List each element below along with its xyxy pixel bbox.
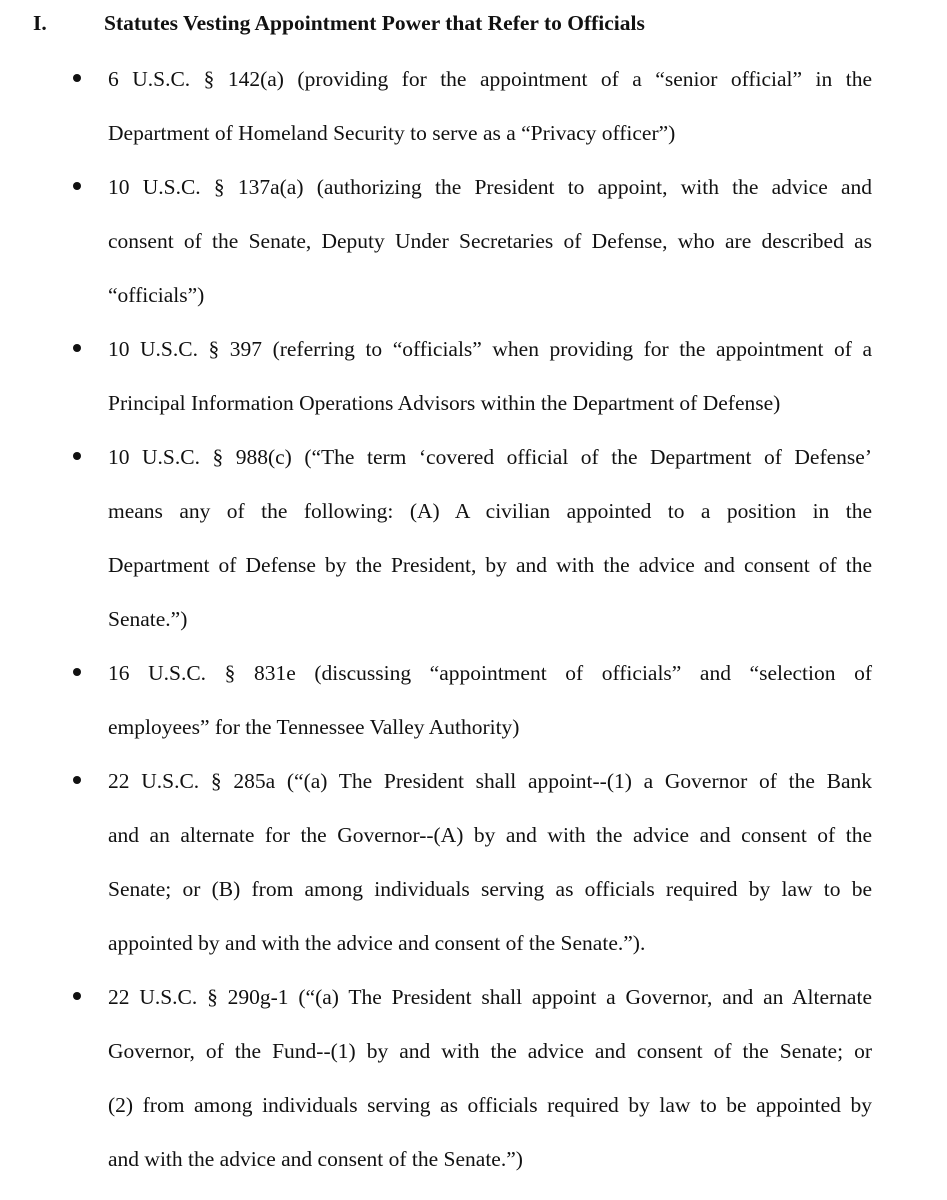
list-item (0, 970, 947, 1186)
bullet-icon (73, 344, 81, 352)
statute-citation (108, 754, 872, 970)
bullet-icon (73, 182, 81, 190)
section-heading (0, 8, 947, 38)
statute-citation (108, 160, 872, 322)
citation-line: 22 U.S.C. § 285a (“(a) The President shall appoint--(1) a Governor of the Bank (108, 769, 872, 793)
statute-citation (108, 430, 872, 646)
citation-line: 10 U.S.C. § 137a(a) (authorizing the President to appoint, with the advice and (108, 175, 872, 199)
section-number: I. (33, 11, 47, 35)
citation-line: 10 U.S.C. § 397 (referring to “officials” when providing for the appointment of a (108, 337, 872, 361)
bullet-icon (73, 992, 81, 1000)
bullet-icon (73, 668, 81, 676)
citation-line: (2) from among individuals serving as officials required by law to be appointed by (108, 1093, 872, 1117)
citation-line: 6 U.S.C. § 142(a) (providing for the appointment of a “senior official” in the (108, 67, 872, 91)
citation-line: Department of Homeland Security to serve as a “Privacy officer”) (108, 121, 676, 145)
statute-list (0, 52, 947, 1186)
section-title: Statutes Vesting Appointment Power that Refer to Officials (104, 11, 645, 35)
citation-line: consent of the Senate, Deputy Under Secretaries of Defense, who are described as (108, 229, 872, 253)
citation-line: and with the advice and consent of the Senate.”) (108, 1147, 523, 1171)
statute-citation (108, 322, 872, 430)
citation-line: Governor, of the Fund--(1) by and with the advice and consent of the Senate; or (108, 1039, 872, 1063)
citation-line: and an alternate for the Governor--(A) by and with the advice and consent of the (108, 823, 872, 847)
bullet-icon (73, 74, 81, 82)
citation-line: employees” for the Tennessee Valley Authority) (108, 715, 520, 739)
citation-line: 16 U.S.C. § 831e (discussing “appointment of officials” and “selection of (108, 661, 872, 685)
citation-line: means any of the following: (A) A civilian appointed to a position in the (108, 499, 872, 523)
list-item (0, 754, 947, 970)
list-item (0, 160, 947, 322)
statute-citation (108, 970, 872, 1186)
citation-line: Principal Information Operations Advisors within the Department of Defense) (108, 391, 781, 415)
citation-line: “officials”) (108, 283, 205, 307)
citation-line: Department of Defense by the President, by and with the advice and consent of the (108, 553, 872, 577)
citation-line: Senate.”) (108, 607, 188, 631)
citation-line: 10 U.S.C. § 988(c) (“The term ‘covered official of the Department of Defense’ (108, 445, 872, 469)
citation-line: appointed by and with the advice and consent of the Senate.”). (108, 931, 646, 955)
list-item (0, 430, 947, 646)
bullet-icon (73, 452, 81, 460)
statute-citation (108, 646, 872, 754)
citation-line: Senate; or (B) from among individuals serving as officials required by law to be (108, 877, 872, 901)
citation-line: 22 U.S.C. § 290g-1 (“(a) The President shall appoint a Governor, and an Alternate (108, 985, 872, 1009)
statute-citation (108, 52, 872, 160)
list-item (0, 322, 947, 430)
list-item (0, 52, 947, 160)
bullet-icon (73, 776, 81, 784)
list-item (0, 646, 947, 754)
